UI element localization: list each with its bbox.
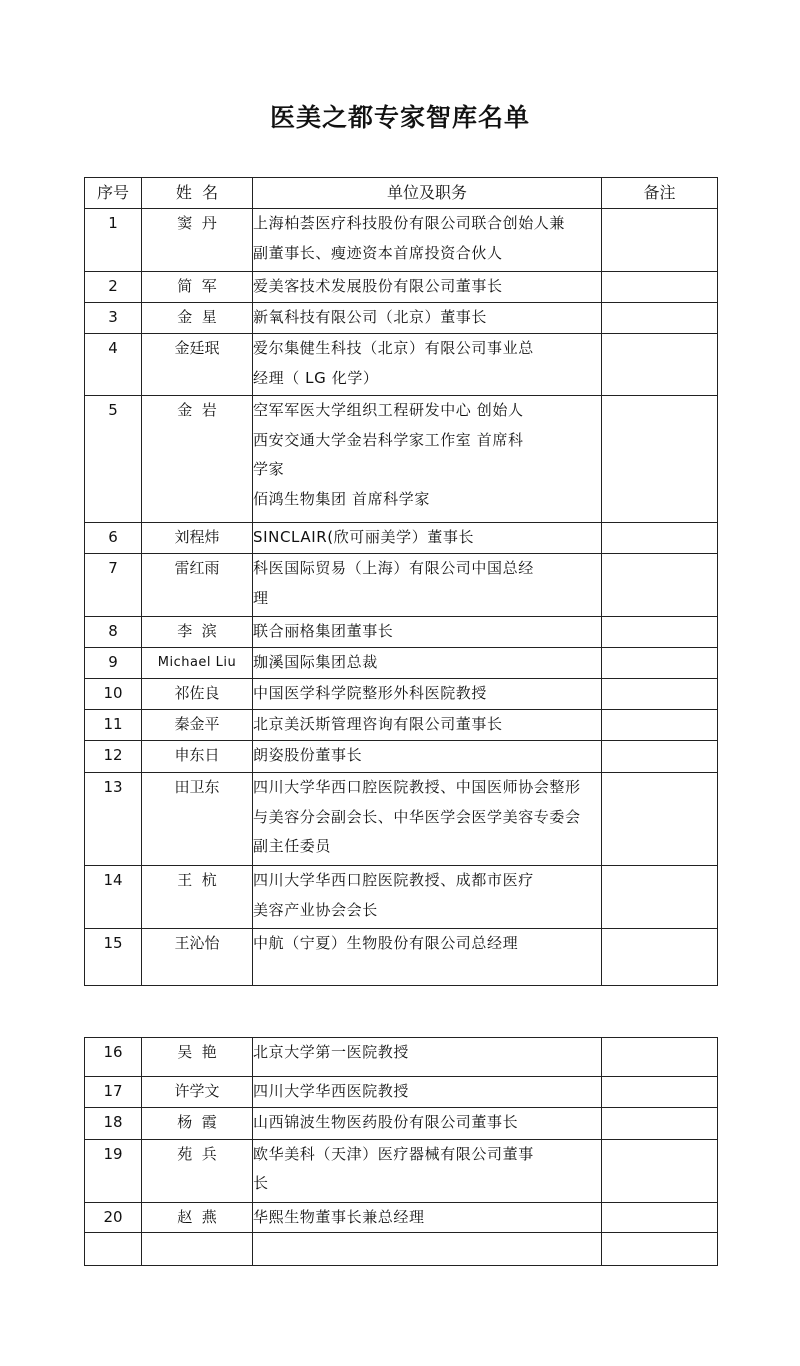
organization-line: 华熙生物董事长兼总经理 — [253, 1207, 425, 1226]
table-row — [85, 523, 718, 554]
row-number: 11 — [85, 710, 142, 741]
expert-name: 雷红雨 — [142, 554, 253, 617]
expert-organization — [253, 1202, 602, 1233]
table-row — [85, 1233, 718, 1266]
organization-line: 长 — [253, 1174, 269, 1192]
table-header-row — [85, 178, 718, 209]
expert-name: Michael Liu — [142, 648, 253, 679]
table-row — [85, 303, 718, 334]
expert-table-continued-body — [85, 1038, 718, 1266]
row-number: 1 — [85, 209, 142, 272]
table-row — [85, 396, 718, 523]
table-row — [85, 617, 718, 648]
table-row — [85, 1202, 718, 1233]
expert-organization — [253, 741, 602, 773]
row-number: 16 — [85, 1038, 142, 1077]
expert-name: 苑 兵 — [142, 1139, 253, 1202]
expert-organization — [253, 1233, 602, 1266]
expert-name: 秦金平 — [142, 710, 253, 741]
expert-note — [602, 710, 718, 741]
organization-line: 欧华美科（天津）医疗器械有限公司董事 — [253, 1144, 534, 1163]
organization-line: SINCLAIR(欣可丽美学）董事长 — [253, 528, 475, 546]
expert-note — [602, 523, 718, 554]
expert-note — [602, 1038, 718, 1077]
row-number: 4 — [85, 334, 142, 396]
table-row — [85, 1077, 718, 1108]
organization-line: 学家 — [253, 460, 285, 478]
document-title: 医美之都专家智库名单 — [269, 103, 530, 132]
expert-note — [602, 554, 718, 617]
row-number: 18 — [85, 1107, 142, 1139]
organization-line: 与美容分会副会长、中华医学会医学美容专委会 — [253, 807, 581, 826]
row-number: 9 — [85, 648, 142, 679]
expert-name: 简 军 — [142, 272, 253, 303]
organization-line: 山西锦波生物医药股份有限公司董事长 — [253, 1112, 519, 1131]
expert-organization — [253, 1107, 602, 1139]
expert-name: 祁佐良 — [142, 679, 253, 710]
organization-line: 新氧科技有限公司（北京）董事长 — [253, 308, 488, 326]
expert-organization — [253, 710, 602, 741]
organization-line: 中国医学科学院整形外科医院教授 — [253, 684, 488, 702]
expert-note — [602, 1107, 718, 1139]
row-number: 7 — [85, 554, 142, 617]
expert-organization — [253, 679, 602, 710]
table-row — [85, 209, 718, 272]
expert-name — [142, 1233, 253, 1266]
expert-note — [602, 773, 718, 866]
organization-line: 上海柏荟医疗科技股份有限公司联合创始人兼 — [253, 214, 566, 232]
expert-name: 窦 丹 — [142, 209, 253, 272]
expert-name: 申东日 — [142, 741, 253, 773]
expert-name: 杨 霞 — [142, 1107, 253, 1139]
expert-note — [602, 741, 718, 773]
expert-note — [602, 334, 718, 396]
header-no: 序号 — [85, 178, 142, 209]
row-number: 10 — [85, 679, 142, 710]
row-number: 13 — [85, 773, 142, 866]
expert-name: 金 岩 — [142, 396, 253, 523]
expert-organization — [253, 929, 602, 986]
expert-table — [84, 177, 718, 986]
header-org: 单位及职务 — [253, 178, 602, 209]
row-number: 14 — [85, 866, 142, 929]
row-number: 8 — [85, 617, 142, 648]
expert-name: 赵 燕 — [142, 1202, 253, 1233]
row-number: 2 — [85, 272, 142, 303]
organization-line: 四川大学华西口腔医院教授、成都市医疗 — [253, 871, 534, 889]
organization-line: 副董事长、瘦迹资本首席投资合伙人 — [253, 243, 503, 262]
expert-organization — [253, 334, 602, 396]
organization-line: 西安交通大学金岩科学家工作室 首席科 — [253, 430, 524, 449]
table-row — [85, 929, 718, 986]
table-row — [85, 679, 718, 710]
organization-line: 联合丽格集团董事长 — [253, 622, 394, 640]
expert-organization — [253, 1038, 602, 1077]
organization-line: 副主任委员 — [253, 837, 332, 855]
expert-note — [602, 929, 718, 986]
expert-organization — [253, 773, 602, 866]
expert-note — [602, 648, 718, 679]
expert-table-continued — [84, 1037, 718, 1266]
expert-organization — [253, 1077, 602, 1108]
expert-note — [602, 866, 718, 929]
organization-line: 空军军医大学组织工程研发中心 创始人 — [253, 401, 524, 419]
organization-line: 北京大学第一医院教授 — [253, 1043, 410, 1061]
expert-organization — [253, 1139, 602, 1202]
expert-note — [602, 209, 718, 272]
table-row — [85, 554, 718, 617]
organization-line: 经理（ LG 化学） — [253, 368, 379, 387]
expert-name: 王沁怡 — [142, 929, 253, 986]
row-number: 3 — [85, 303, 142, 334]
table-row — [85, 1139, 718, 1202]
organization-line: 珈溪国际集团总裁 — [253, 653, 378, 671]
organization-line: 佰鸿生物集团 首席科学家 — [253, 489, 430, 508]
expert-note — [602, 679, 718, 710]
expert-name: 李 滨 — [142, 617, 253, 648]
expert-note — [602, 617, 718, 648]
organization-line: 朗姿股份董事长 — [253, 746, 363, 764]
header-note: 备注 — [602, 178, 718, 209]
expert-organization — [253, 272, 602, 303]
expert-organization — [253, 396, 602, 523]
expert-organization — [253, 523, 602, 554]
expert-organization — [253, 554, 602, 617]
table-row — [85, 710, 718, 741]
expert-note — [602, 303, 718, 334]
expert-table-body — [85, 209, 718, 986]
organization-line: 北京美沃斯管理咨询有限公司董事长 — [253, 715, 503, 733]
row-number: 15 — [85, 929, 142, 986]
header-name: 姓 名 — [142, 178, 253, 209]
table-row — [85, 1038, 718, 1077]
expert-note — [602, 396, 718, 523]
expert-name: 金 星 — [142, 303, 253, 334]
expert-name: 金廷珉 — [142, 334, 253, 396]
row-number: 19 — [85, 1139, 142, 1202]
organization-line: 四川大学华西医院教授 — [253, 1082, 410, 1100]
expert-note — [602, 1077, 718, 1108]
organization-line: 科医国际贸易（上海）有限公司中国总经 — [253, 559, 534, 577]
table-row — [85, 741, 718, 773]
expert-organization — [253, 617, 602, 648]
expert-organization — [253, 303, 602, 334]
expert-name: 田卫东 — [142, 773, 253, 866]
table-row — [85, 773, 718, 866]
expert-note — [602, 1202, 718, 1233]
organization-line: 爱尔集健生科技（北京）有限公司事业总 — [253, 339, 534, 357]
organization-line: 中航（宁夏）生物股份有限公司总经理 — [253, 934, 519, 952]
row-number: 12 — [85, 741, 142, 773]
expert-name: 许学文 — [142, 1077, 253, 1108]
expert-note — [602, 1139, 718, 1202]
row-number: 17 — [85, 1077, 142, 1108]
row-number: 20 — [85, 1202, 142, 1233]
row-number: 6 — [85, 523, 142, 554]
organization-line: 爱美客技术发展股份有限公司董事长 — [253, 277, 503, 295]
organization-line: 四川大学华西口腔医院教授、中国医师协会整形 — [253, 778, 581, 796]
expert-note — [602, 1233, 718, 1266]
expert-name: 王 杭 — [142, 866, 253, 929]
expert-organization — [253, 866, 602, 929]
row-number: 5 — [85, 396, 142, 523]
table-row — [85, 866, 718, 929]
table-row — [85, 648, 718, 679]
table-row — [85, 334, 718, 396]
expert-note — [602, 272, 718, 303]
row-number — [85, 1233, 142, 1266]
organization-line: 美容产业协会会长 — [253, 900, 378, 919]
table-row — [85, 272, 718, 303]
expert-name: 刘程炜 — [142, 523, 253, 554]
table-row — [85, 1107, 718, 1139]
organization-line: 理 — [253, 588, 269, 607]
expert-name: 吴 艳 — [142, 1038, 253, 1077]
expert-organization — [253, 209, 602, 272]
expert-organization — [253, 648, 602, 679]
